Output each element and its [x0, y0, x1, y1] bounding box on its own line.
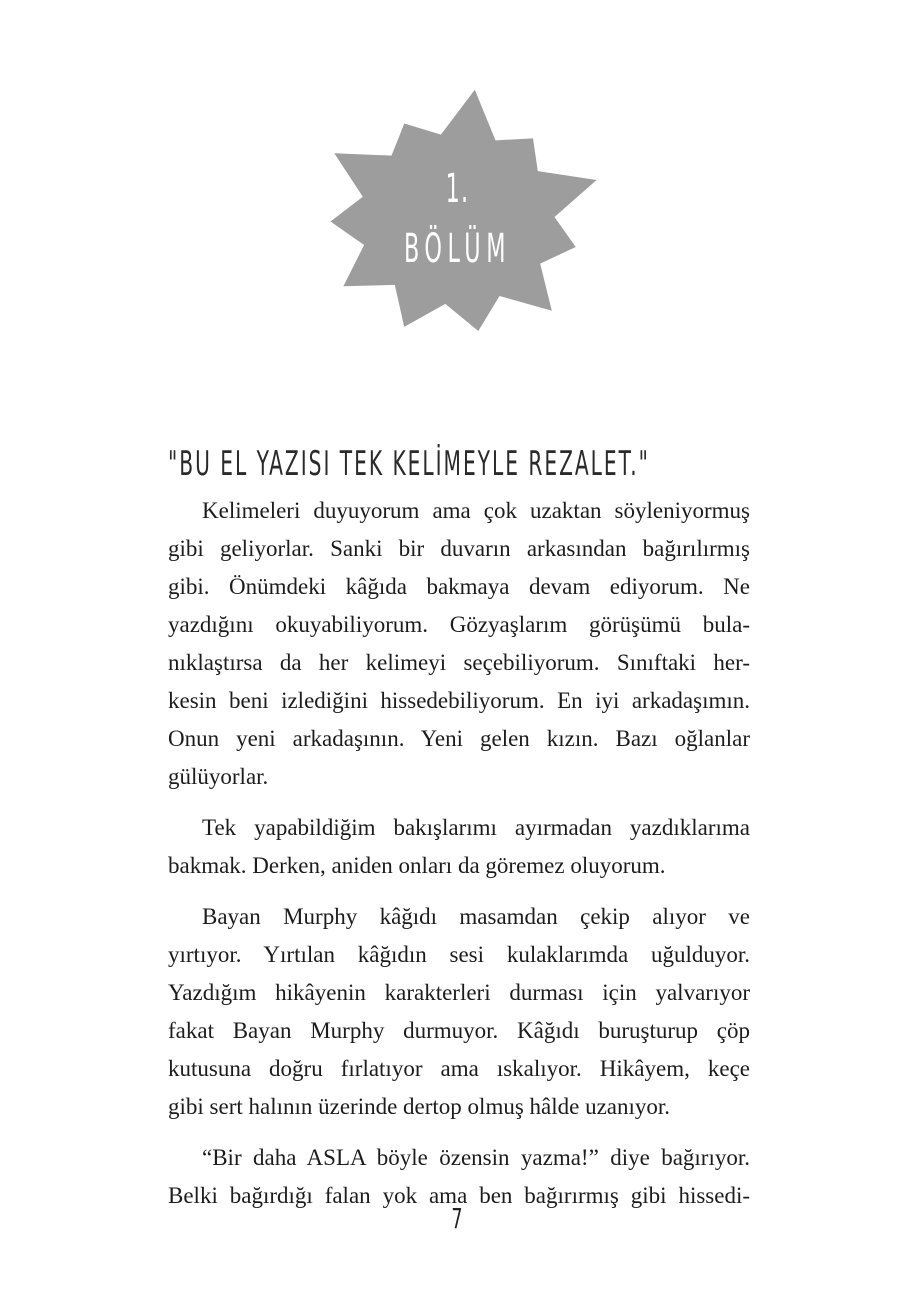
text-line: kutusuna doğru fırlatıyor ama ıskalıyor. Hikâyem, keçe — [168, 1056, 750, 1081]
text-line: gülüyorlar. — [168, 764, 269, 789]
paragraph-3 — [168, 898, 750, 1126]
section-heading: "BU EL YAZISI TEK KELİMEYLE REZALET." — [168, 444, 650, 484]
text-line: Belki bağırdığı falan yok ama ben bağırırmış gibi hissedi- — [168, 1183, 750, 1208]
text-line: yazdığını okuyabiliyorum. Gözyaşlarım görüşümü bula- — [168, 612, 750, 637]
text-line: Onun yeni arkadaşının. Yeni gelen kızın. Bazı oğlanlar — [168, 726, 750, 751]
starburst-icon — [305, 88, 610, 350]
text-line: kesin beni izlediğini hissedebiliyorum. En iyi arkadaşımın. — [168, 688, 750, 713]
paragraph-1 — [168, 492, 750, 796]
chapter-label: BÖLÜM — [403, 226, 512, 272]
chapter-badge — [305, 88, 610, 350]
text-line: Kelimeleri duyuyorum ama çok uzaktan söyleniyormuş — [202, 498, 750, 523]
body-text — [168, 492, 750, 1228]
text-line: gibi. Önümdeki kâğıda bakmaya devam ediyorum. Ne — [168, 574, 750, 599]
text-line: Yazdığım hikâyenin karakterleri durması için yalvarıyor — [168, 980, 750, 1005]
text-line: yırtıyor. Yırtılan kâğıdın sesi kulaklarımda uğulduyor. — [168, 942, 750, 967]
text-line: fakat Bayan Murphy durmuyor. Kâğıdı buruşturup çöp — [168, 1018, 750, 1043]
text-line: gibi geliyorlar. Sanki bir duvarın arkasından bağırılırmış — [168, 536, 750, 561]
text-line: gibi sert halının üzerinde dertop olmuş hâlde uzanıyor. — [168, 1094, 671, 1119]
paragraph-2 — [168, 809, 750, 885]
page-number: 7 — [451, 1202, 463, 1235]
text-line: “Bir daha ASLA böyle özensin yazma!” diye bağırıyor. — [202, 1145, 750, 1170]
text-line: Bayan Murphy kâğıdı masamdan çekip alıyor ve — [202, 904, 750, 929]
chapter-number: 1. — [445, 166, 470, 212]
text-line: nıklaştırsa da her kelimeyi seçebiliyorum. Sınıftaki her- — [168, 650, 750, 675]
text-line: bakmak. Derken, aniden onları da göremez oluyorum. — [168, 853, 666, 878]
text-line: Tek yapabildiğim bakışlarımı ayırmadan yazdıklarıma — [202, 815, 750, 840]
